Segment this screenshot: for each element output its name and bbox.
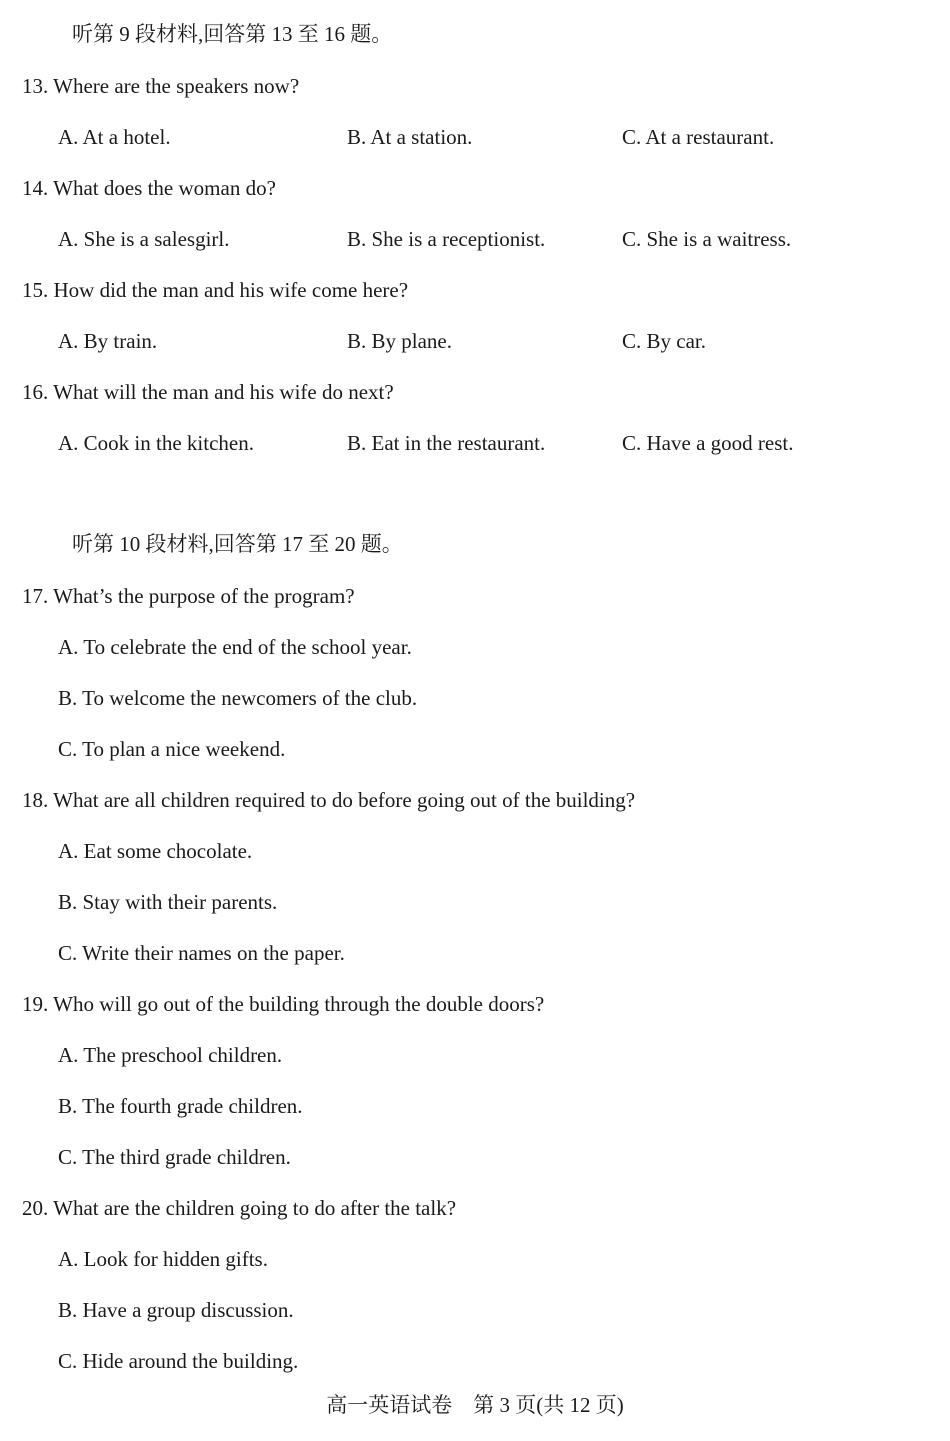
- question-15-option-b: B. By plane.: [347, 329, 452, 353]
- question-17-stem: 17. What’s the purpose of the program?: [22, 584, 355, 608]
- question-16-option-b: B. Eat in the restaurant.: [347, 431, 546, 455]
- question-14-option-a: A. She is a salesgirl.: [58, 227, 230, 251]
- question-13-option-c: C. At a restaurant.: [622, 125, 775, 149]
- question-20-option-b: B. Have a group discussion.: [58, 1298, 294, 1322]
- question-16-option-a: A. Cook in the kitchen.: [58, 431, 254, 455]
- question-18-option-a: A. Eat some chocolate.: [58, 839, 253, 863]
- question-19-option-b: B. The fourth grade children.: [58, 1094, 303, 1118]
- question-17-option-b: B. To welcome the newcomers of the club.: [58, 686, 418, 710]
- question-17-option-c: C. To plan a nice weekend.: [58, 737, 286, 761]
- question-20-option-a: A. Look for hidden gifts.: [58, 1247, 268, 1271]
- question-14-stem: 14. What does the woman do?: [22, 176, 276, 200]
- question-18-option-c: C. Write their names on the paper.: [58, 941, 345, 965]
- question-20-option-c: C. Hide around the building.: [58, 1349, 299, 1373]
- question-20-stem: 20. What are the children going to do after the talk?: [22, 1196, 457, 1220]
- question-13-option-b: B. At a station.: [347, 125, 473, 149]
- question-16-option-c: C. Have a good rest.: [622, 431, 794, 455]
- question-19-stem: 19. Who will go out of the building through the double doors?: [22, 992, 545, 1016]
- question-15-option-a: A. By train.: [58, 329, 158, 353]
- question-19-option-c: C. The third grade children.: [58, 1145, 291, 1169]
- question-17-option-a: A. To celebrate the end of the school year.: [58, 635, 412, 659]
- question-14-option-b: B. She is a receptionist.: [347, 227, 546, 251]
- section-1-heading: 听第 9 段材料,回答第 13 至 16 题。: [72, 22, 393, 46]
- question-13-option-a: A. At a hotel.: [58, 125, 171, 149]
- question-15-option-c: C. By car.: [622, 329, 706, 353]
- question-15-stem: 15. How did the man and his wife come here?: [22, 278, 409, 302]
- page-footer: 高一英语试卷 第 3 页(共 12 页): [326, 1393, 624, 1417]
- question-14-option-c: C. She is a waitress.: [622, 227, 792, 251]
- question-18-option-b: B. Stay with their parents.: [58, 890, 278, 914]
- section-2-heading: 听第 10 段材料,回答第 17 至 20 题。: [72, 532, 403, 556]
- question-18-stem: 18. What are all children required to do before going out of the building?: [22, 788, 636, 812]
- question-13-stem: 13. Where are the speakers now?: [22, 74, 300, 98]
- question-19-option-a: A. The preschool children.: [58, 1043, 283, 1067]
- question-16-stem: 16. What will the man and his wife do next?: [22, 380, 394, 404]
